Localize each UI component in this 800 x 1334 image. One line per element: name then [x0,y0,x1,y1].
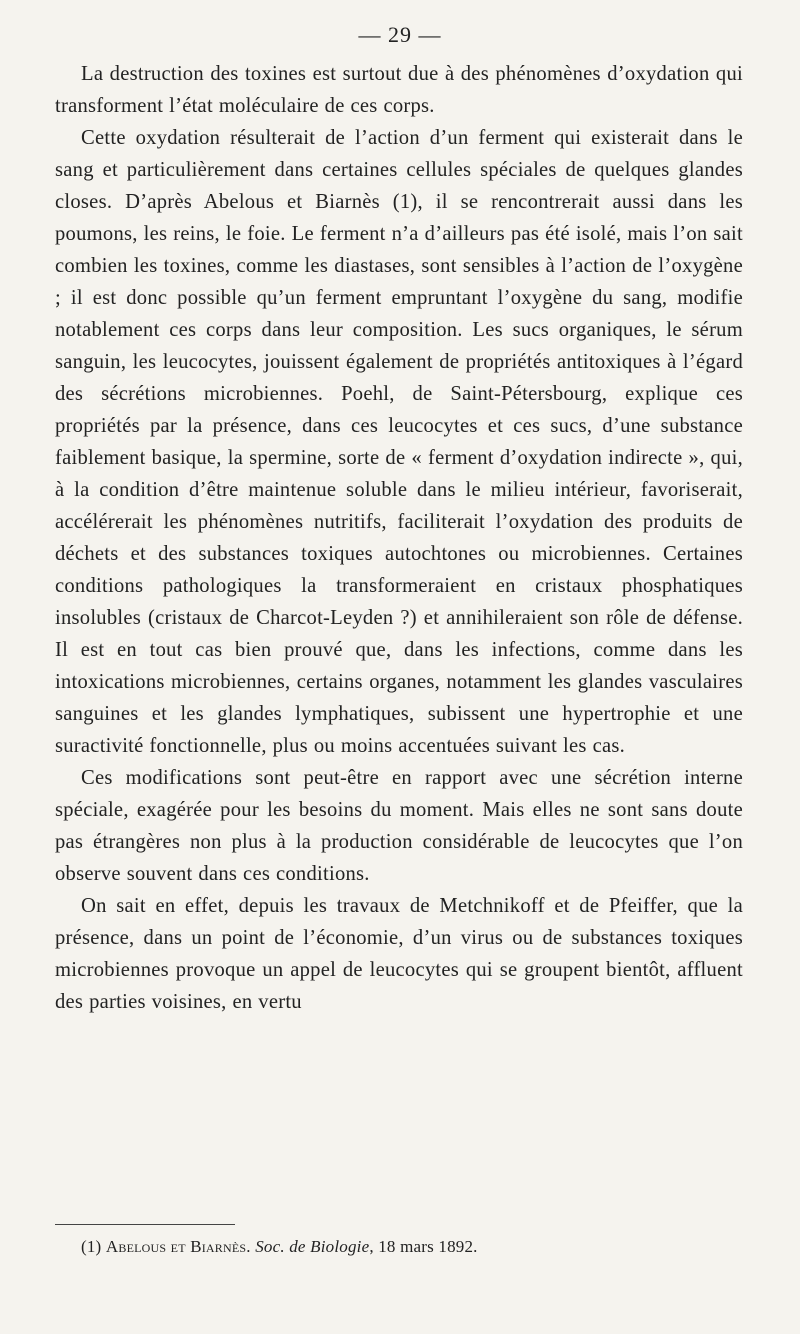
footnote-date: , 18 mars 1892. [369,1237,478,1256]
paragraph-1: La destruction des toxines est surtout due à des phénomènes d’oxydation qui transforment l’état moléculaire de ces corps. [55,63,743,117]
footnote-divider [55,1224,235,1225]
paragraph-2: Cette oxydation résulterait de l’action d’un ferment qui existerait dans le sang et particulièrement dans certaines cellules spéciales de quelques glandes closes. D’après Abelous et Biarnès (1), il se rencontrerait aussi dans les poumons, les reins, le foie. Le ferment n’a d’ailleurs pas été isolé, mais l’on sait combien les toxines, comme les diastases, sont sensibles à l’action de l’oxygène ; il est donc possible qu’un ferment empruntant l’oxygène du sang, modifie notablement ces corps dans leur composition. Les sucs organiques, le sérum sanguin, les leucocytes, jouissent également de propriétés antitoxiques à l’égard des sécrétions microbiennes. Poehl, de Saint-Pétersbourg, explique ces propriétés par la présence, dans ces leucocytes et ces sucs, d’une substance faiblement basique, la spermine, sorte de « ferment d’oxydation indirecte », qui, à la condition d’être maintenue soluble dans le milieu intérieur, favoriserait, accélérerait les phénomènes nutritifs, faciliterait l’oxydation des produits de déchets et des substances toxiques autochtones ou microbiennes. Certaines conditions pathologiques la transformeraient en cristaux phosphatiques insolubles (cristaux de Charcot-Leyden ?) et annihileraient son rôle de défense. Il est en tout cas bien prouvé que, dans les infections, comme dans les intoxications microbiennes, certains organes, notamment les glandes vasculaires sanguines et les glandes lymphatiques, subissent une hypertrophie et une suractivité fonctionnelle, plus ou moins accentuées suivant les cas. [55,127,743,757]
footnote-journal: Soc. de Biologie [255,1237,370,1256]
footnote-authors: Abelous et Biarnès. [105,1237,251,1256]
paragraph-3: Ces modifications sont peut-être en rapport avec une sécrétion interne spéciale, exagérée pour les besoins du moment. Mais elles ne sont sans doute pas étrangères non plus à la production considérable de leucocytes que l’on observe souvent dans ces conditions. [55,767,743,885]
paragraph-4: On sait en effet, depuis les travaux de Metchnikoff et de Pfeiffer, que la présence, dans un point de l’économie, d’un virus ou de substances toxiques microbiennes provoque un appel de leucocytes qui se groupent bientôt, affluent des parties voisines, en vertu [55,895,743,1013]
footnote-marker: (1) [81,1237,102,1256]
footnote [55,1236,755,1258]
body-text [55,58,743,1018]
page-number: — 29 — [358,22,442,47]
